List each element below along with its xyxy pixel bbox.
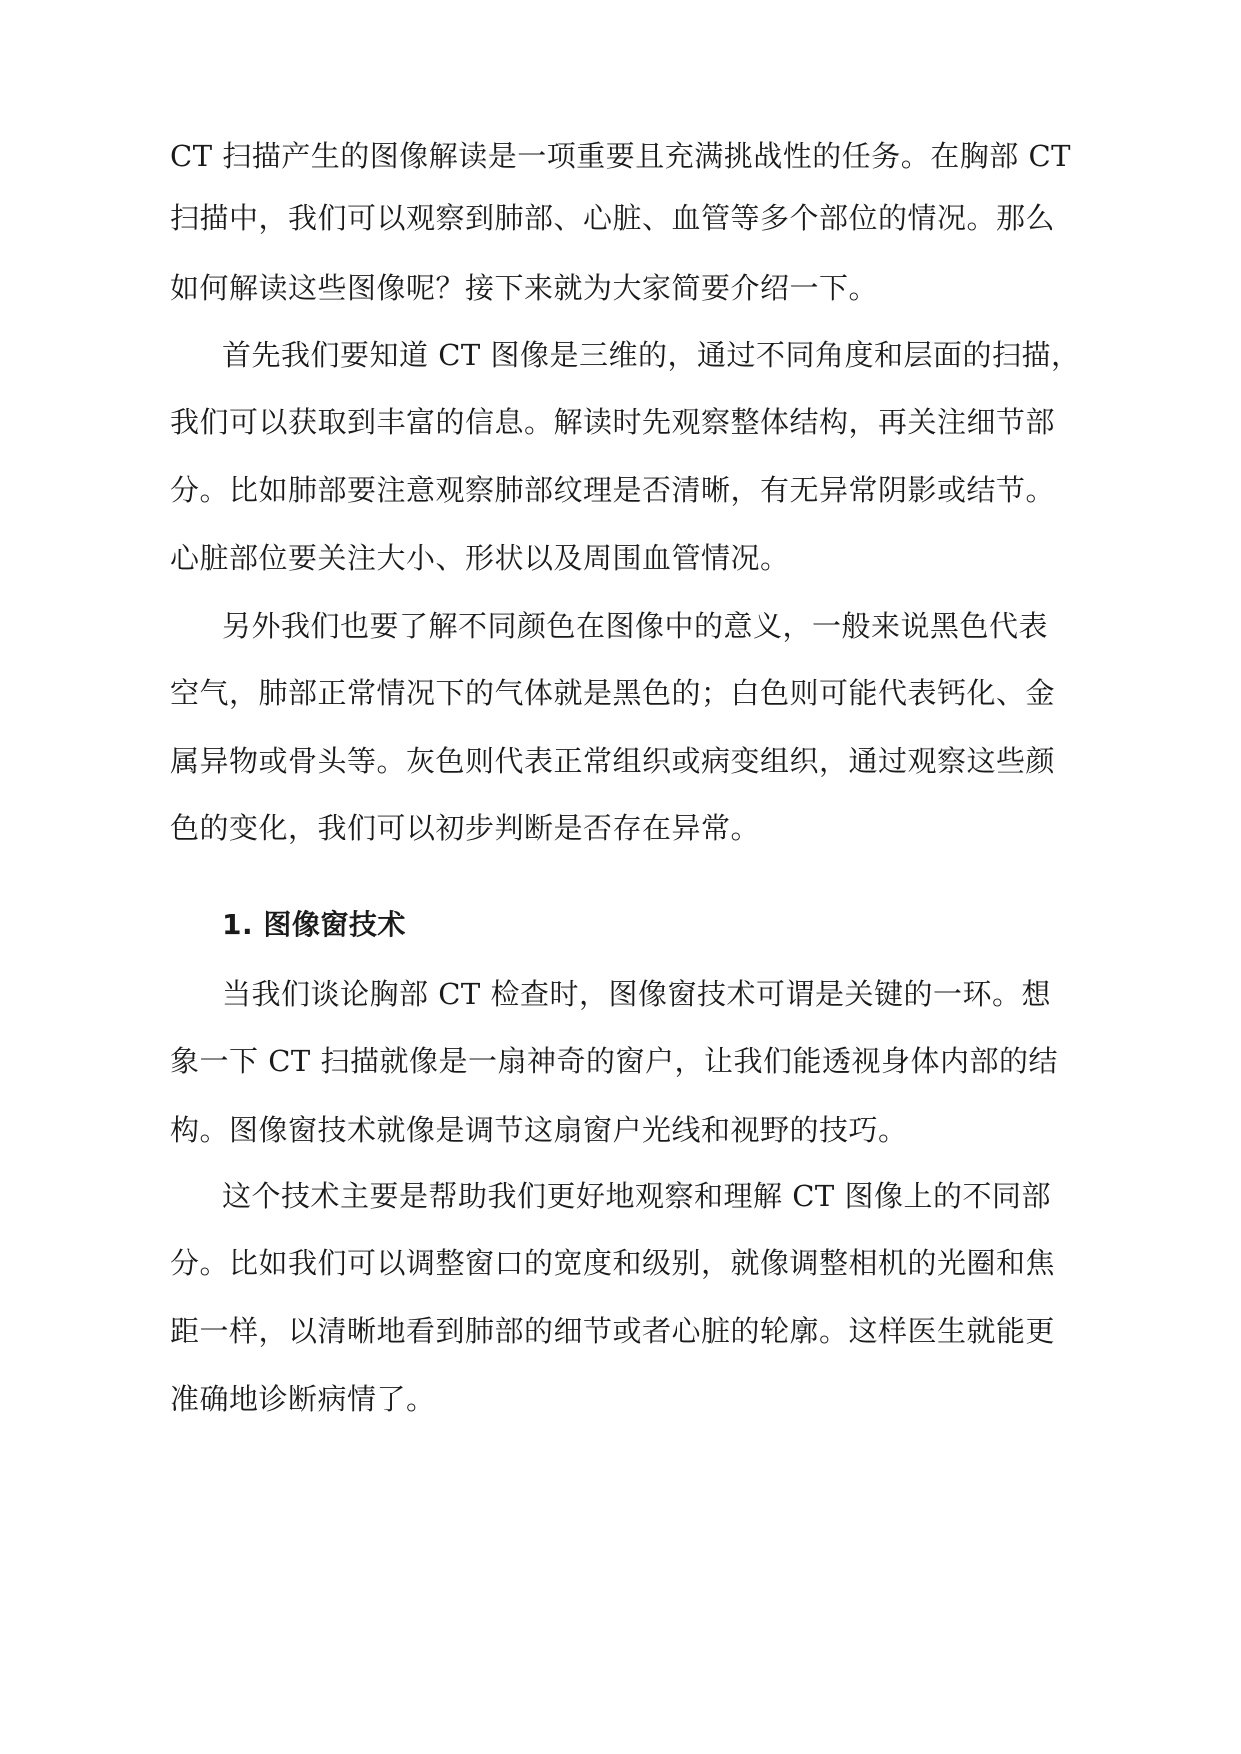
paragraph-1-line-1: CT 扫描产生的图像解读是一项重要且充满挑战性的任务。在胸部 CT — [170, 139, 1072, 173]
paragraph-2-line-1: 首先我们要知道 CT 图像是三维的，通过不同角度和层面的扫描， — [222, 338, 1081, 372]
section-heading: 1. 图像窗技术 — [222, 908, 406, 941]
section-paragraph-1-line-3: 构。图像窗技术就像是调节这扇窗户光线和视野的技巧。 — [170, 1113, 908, 1147]
paragraph-2-line-2: 我们可以获取到丰富的信息。解读时先观察整体结构，再关注细节部 — [170, 405, 1056, 439]
section-paragraph-2-line-1: 这个技术主要是帮助我们更好地观察和理解 CT 图像上的不同部 — [222, 1179, 1051, 1213]
section-paragraph-2-line-3: 距一样，以清晰地看到肺部的细节或者心脏的轮廓。这样医生就能更 — [170, 1314, 1056, 1348]
paragraph-2-line-4: 心脏部位要关注大小、形状以及周围血管情况。 — [170, 541, 790, 575]
paragraph-3-line-4: 色的变化，我们可以初步判断是否存在异常。 — [170, 811, 761, 845]
paragraph-3-line-1: 另外我们也要了解不同颜色在图像中的意义，一般来说黑色代表 — [222, 609, 1049, 643]
paragraph-1-line-3: 如何解读这些图像呢？接下来就为大家简要介绍一下。 — [170, 271, 879, 305]
paragraph-1-line-2: 扫描中，我们可以观察到肺部、心脏、血管等多个部位的情况。那么 — [170, 201, 1056, 235]
section-paragraph-2-line-4: 准确地诊断病情了。 — [170, 1382, 436, 1416]
paragraph-3-line-2: 空气，肺部正常情况下的气体就是黑色的；白色则可能代表钙化、金 — [170, 676, 1056, 710]
section-paragraph-1-line-1: 当我们谈论胸部 CT 检查时，图像窗技术可谓是关键的一环。想 — [222, 977, 1051, 1011]
section-paragraph-1-line-2: 象一下 CT 扫描就像是一扇神奇的窗户，让我们能透视身体内部的结 — [170, 1044, 1058, 1078]
paragraph-2-line-3: 分。比如肺部要注意观察肺部纹理是否清晰，有无异常阴影或结节。 — [170, 473, 1056, 507]
paragraph-3-line-3: 属异物或骨头等。灰色则代表正常组织或病变组织，通过观察这些颜 — [170, 744, 1056, 778]
section-paragraph-2-line-2: 分。比如我们可以调整窗口的宽度和级别，就像调整相机的光圈和焦 — [170, 1246, 1056, 1280]
